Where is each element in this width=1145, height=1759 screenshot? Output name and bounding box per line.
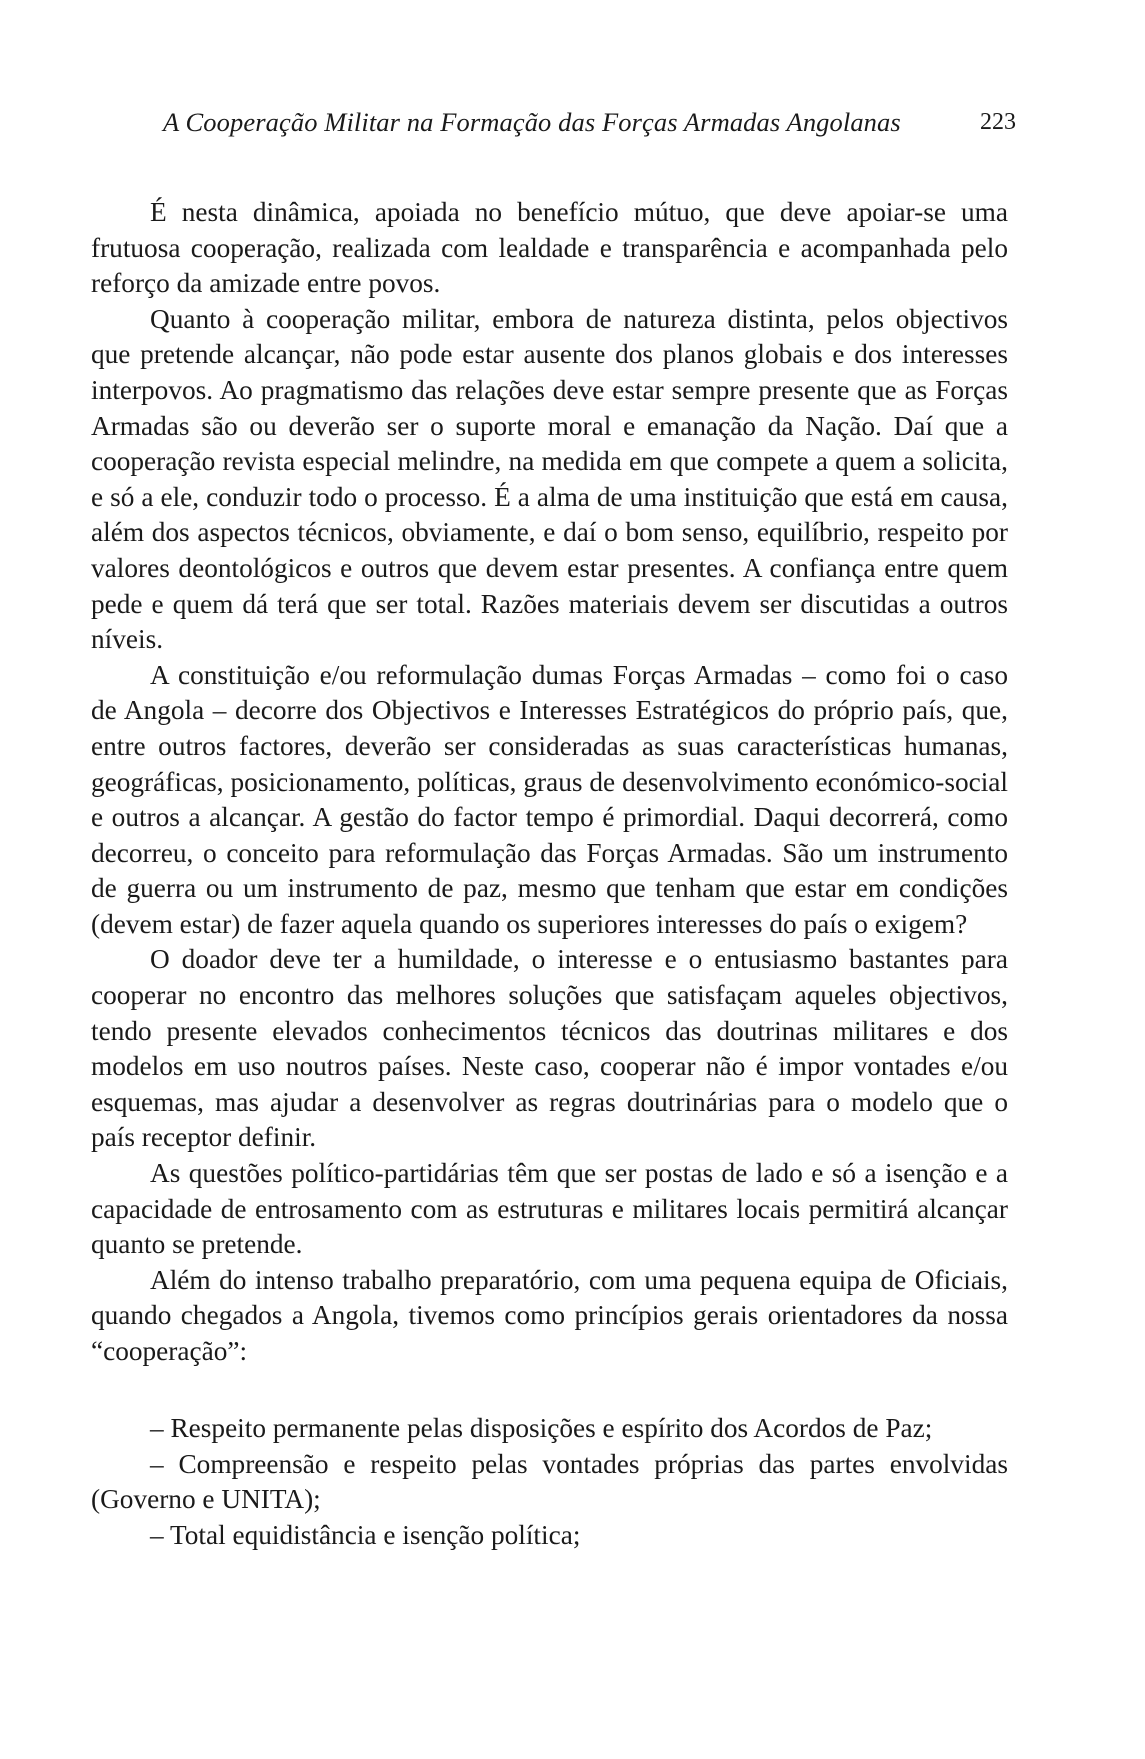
list-item: – Total equidistância e isenção política; [150,1519,581,1550]
body-text [91,195,1008,1370]
list-item: – Respeito permanente pelas disposições e espírito dos Acordos de Paz; [150,1413,933,1443]
paragraph: As questões político-partidárias têm que ser postas de lado e só a isenção e a capacidade de entrosamento com as estruturas e militares locais permitirá alcançar quanto se pretende. [91,1158,1008,1260]
running-header [163,102,1016,142]
paragraph: Além do intenso trabalho preparatório, com uma pequena equipa de Oficiais, quando chegados a Angola, tivemos como princípios gerais orientadores da nossa “cooperação”: [91,1264,1008,1366]
paragraph: É nesta dinâmica, apoiada no benefício mútuo, que deve apoiar-se uma frutuosa cooperação, realizada com lealdade e transparência e acompanhada pelo reforço da amizade entre povos. [91,197,1008,299]
paragraph: Quanto à cooperação militar, embora de natureza distinta, pelos objectivos que pretende alcançar, não pode estar ausente dos planos globais e dos interesses interpovos. Ao pragmatismo das relações deve estar sempre presente que as Forças Armadas são ou deverão ser o suporte moral e emanação da Nação. Daí que a cooperação revista especial melindre, na medida em que compete a quem a solicita, e só a ele, conduzir todo o processo. É a alma de uma instituição que está em causa, além dos aspectos técnicos, obviamente, e daí o bom senso, equilíbrio, respeito por valores deontológicos e outros que devem estar presentes. A confiança entre quem pede e quem dá terá que ser total. Razões materiais devem ser discutidas a outros níveis. [91,303,1008,655]
principles-list [91,1411,1008,1553]
paragraph: A constituição e/ou reformulação dumas Forças Armadas – como foi o caso de Angola – decorre dos Objectivos e Interesses Estratégicos do próprio país, que, entre outros factores, deverão ser consideradas as suas características humanas, geográficas, posicionamento, políticas, graus de desenvolvimento económico-social e outros a alcançar. A gestão do factor tempo é primordial. Daqui decorrerá, como decorreu, o conceito para reformulação das Forças Armadas. São um instrumento de guerra ou um instrumento de paz, mesmo que tenham que estar em condições (devem estar) de fazer aquela quando os superiores interesses do país o exigem? [91,659,1008,939]
paragraph: O doador deve ter a humildade, o interesse e o entusiasmo bastantes para cooperar no encontro das melhores soluções que satisfaçam aqueles objectivos, tendo presente elevados conhecimentos técnicos das doutrinas militares e dos modelos em uso noutros países. Neste caso, cooperar não é impor vontades e/ou esquemas, mas ajudar a desenvolver as regras doutrinárias para o modelo que o país receptor definir. [91,944,1008,1153]
list-item: – Compreensão e respeito pelas vontades próprias das partes envolvidas (Governo e UNITA); [91,1448,1008,1515]
running-title: A Cooperação Militar na Formação das Forças Armadas Angolanas [163,107,901,137]
page-number: 223 [980,109,1016,135]
